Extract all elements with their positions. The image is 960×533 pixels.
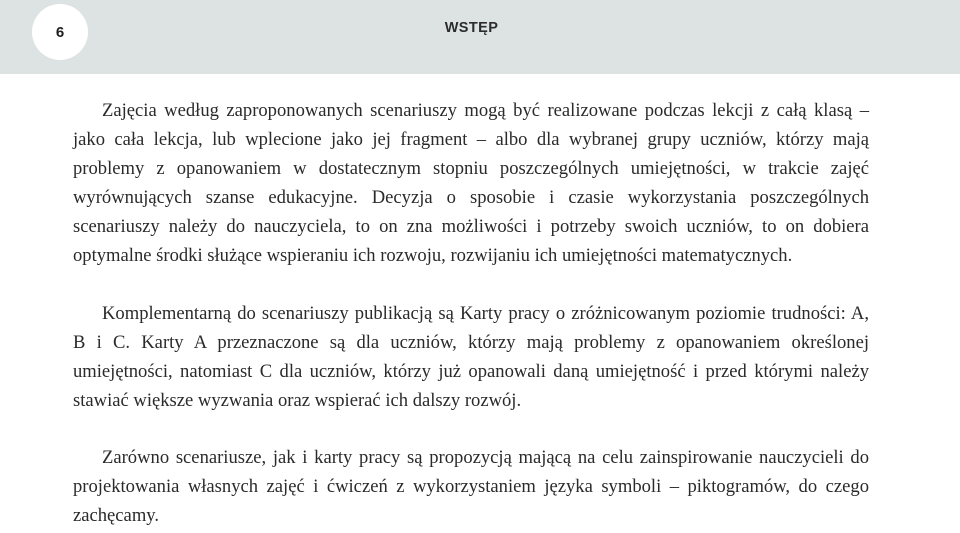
page-header [0,0,960,74]
paragraph: Zajęcia według zaproponowanych scenariuszy mogą być realizowane podczas lekcji z całą klasą – jako cała lekcja, lub wplecione jako jej fragment – albo dla wybranej grupy uczniów, którzy mają problemy z opanowaniem w dostatecznym stopniu poszczególnych umiejętności, w trakcie zajęć wyrównujących szanse edukacyjne. Decyzja o sposobie i czasie wykorzystania poszczególnych scenariuszy należy do nauczyciela, to on zna możliwości i potrzeby swoich uczniów, to on dobiera optymalne środki służące wspieraniu ich rozwoju, rozwijaniu ich umiejętności matematycznych. [73,100,869,267]
paragraph: Komplementarną do scenariuszy publikacją są Karty pracy o zróżnicowanym poziomie trudności: A, B i C. Karty A przeznaczone są dla uczniów, którzy mają problemy z opanowaniem określonej umiejętności, natomiast C dla uczniów, którzy już opanowali daną umiejętność i przed którymi należy stawiać większe wyzwania oraz wspierać ich dalszy rozwój. [73,302,869,411]
paragraph: Zarówno scenariusze, jak i karty pracy są propozycją mającą na celu zainspirowanie nauczycieli do projektowania własnych zajęć i ćwiczeń z wykorzystaniem języka symboli – piktogramów, do czego zachęcamy. [73,446,869,527]
page-number: 6 [32,4,88,60]
body-text [73,96,869,530]
section-title: WSTĘP [444,20,499,36]
